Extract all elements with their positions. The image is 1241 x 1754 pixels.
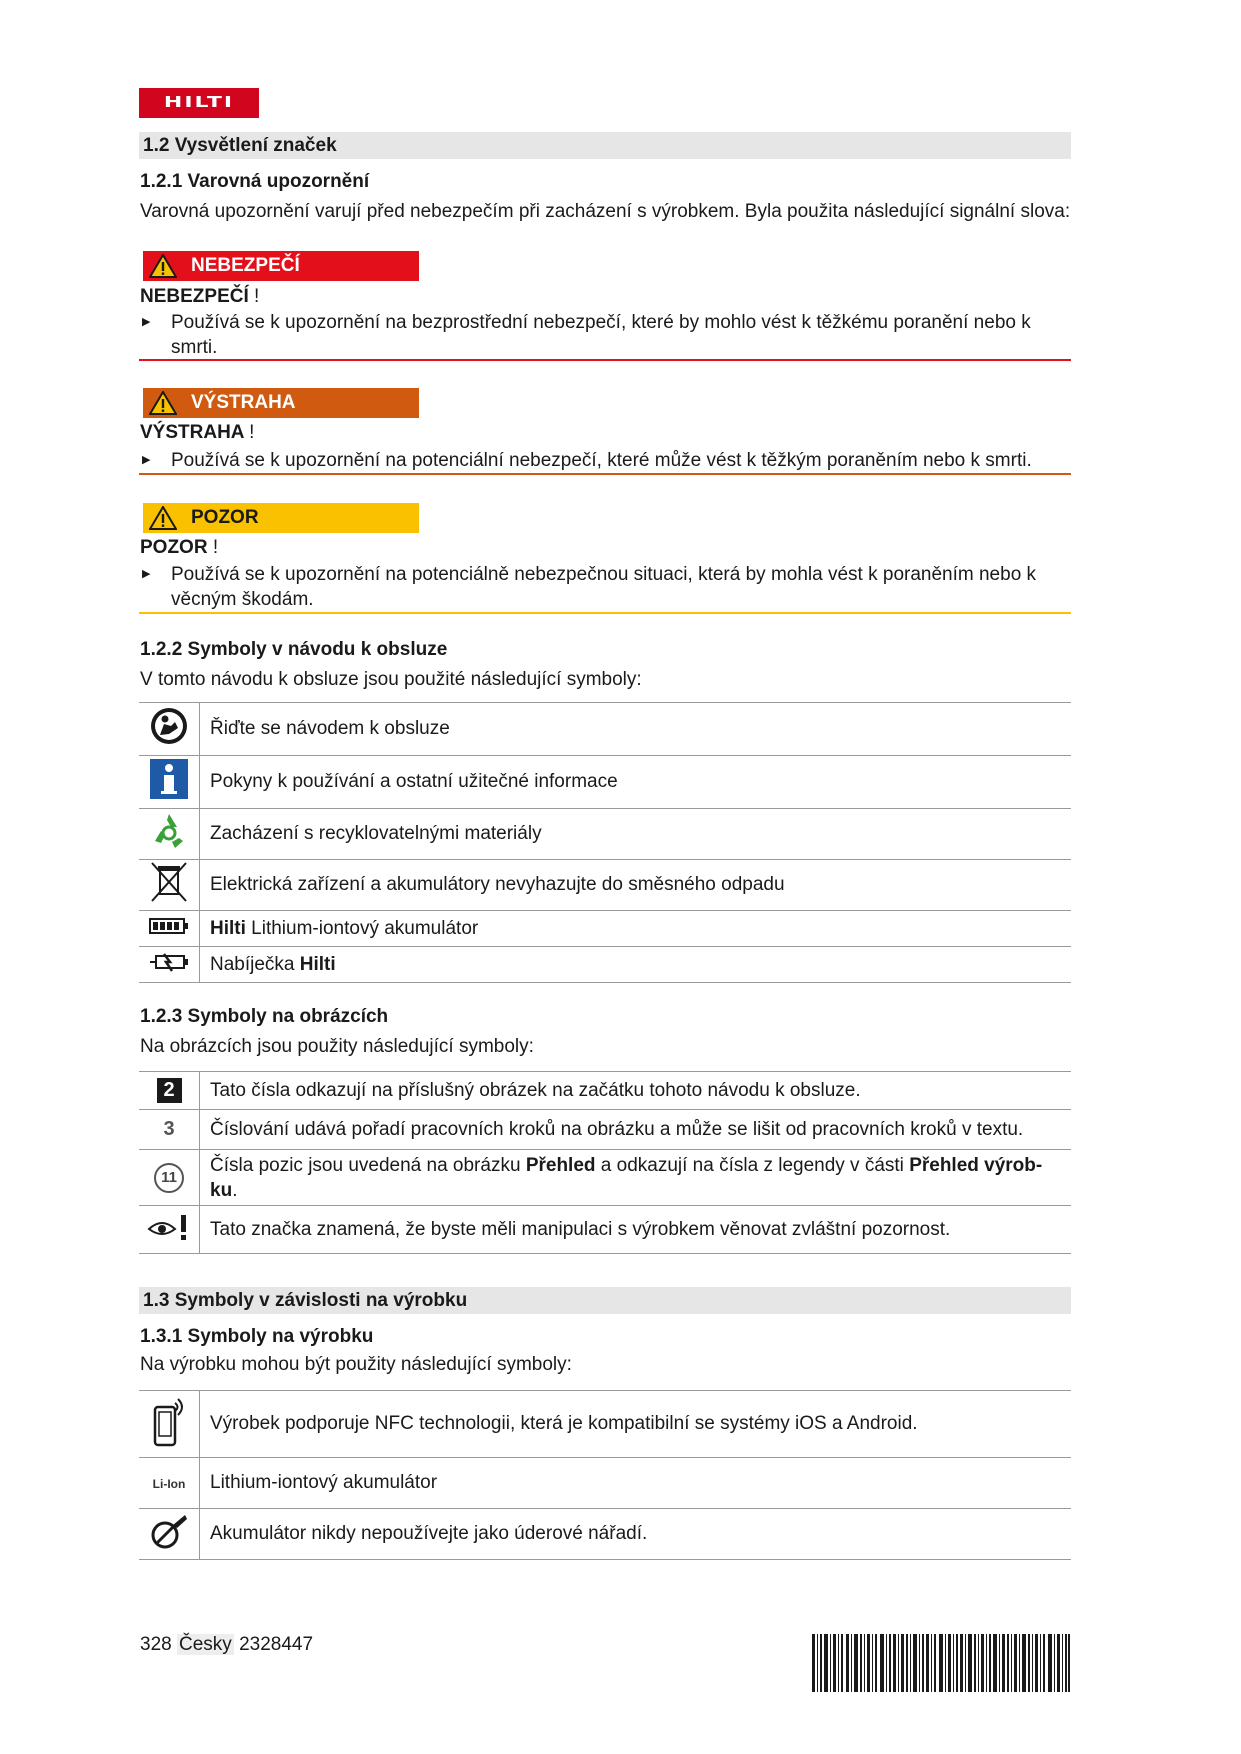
symbol-cell bbox=[139, 703, 200, 756]
intro-paragraph: V tomto návodu k obsluze jsou použité následující symboly: bbox=[140, 669, 642, 690]
caution-divider bbox=[139, 612, 1071, 614]
exclamation: ! bbox=[212, 537, 219, 558]
subsection-title-1-2-3: 1.2.3 Symboly na obrázcích bbox=[140, 1006, 389, 1027]
exclamation: ! bbox=[249, 422, 255, 443]
li-ion-icon: Li-Ion bbox=[152, 1477, 186, 1491]
figure-symbols-table bbox=[139, 1071, 1071, 1254]
symbol-text: . bbox=[232, 1179, 238, 1201]
document-number: 2328447 bbox=[239, 1634, 314, 1655]
table-row bbox=[139, 860, 1071, 911]
table-row bbox=[139, 947, 1071, 983]
signal-word: POZOR bbox=[140, 537, 208, 558]
subsection-title-1-2-1: 1.2.1 Varovná upozornění bbox=[140, 171, 370, 192]
symbol-cell bbox=[139, 911, 200, 947]
symbol-cell bbox=[139, 1509, 200, 1560]
emphasis-text: Přehled bbox=[525, 1154, 596, 1176]
warning-triangle-icon bbox=[149, 506, 177, 530]
intro-paragraph: Na výrobku mohou být použity následující symboly: bbox=[140, 1354, 572, 1375]
nfc-phone-icon bbox=[149, 1393, 189, 1449]
subsection-title-1-2-2: 1.2.2 Symboly v návodu k obsluze bbox=[140, 639, 448, 660]
section-header-1-3 bbox=[139, 1287, 1071, 1314]
symbol-text: Čísla pozic jsou uvedená na obrázku bbox=[210, 1154, 526, 1176]
warning-banner-label: VÝSTRAHA bbox=[191, 392, 296, 413]
table-row bbox=[139, 1509, 1071, 1560]
battery-icon bbox=[149, 917, 189, 935]
info-icon bbox=[150, 759, 188, 799]
symbol-description bbox=[200, 1150, 1072, 1206]
emphasis-text: Přehled výrob-ku bbox=[210, 1154, 1043, 1201]
symbol-description bbox=[200, 911, 1072, 947]
symbol-text: Lithium-iontový akumulátor bbox=[245, 917, 479, 939]
danger-bullet bbox=[140, 310, 1072, 360]
table-row bbox=[139, 911, 1071, 947]
warning-banner bbox=[143, 388, 419, 418]
symbol-description: Číslování udává pořadí pracovních kroků na obrázku a může se lišit od pracovních kroků v textu. bbox=[200, 1110, 1072, 1150]
read-manual-icon bbox=[149, 706, 189, 746]
symbol-cell bbox=[139, 756, 200, 809]
brand-name: Hilti bbox=[210, 917, 246, 939]
step-number-icon: 3 bbox=[163, 1118, 175, 1140]
barcode-icon bbox=[812, 1634, 1070, 1692]
warning-signal-word bbox=[140, 422, 254, 444]
page-number: 328 bbox=[140, 1634, 172, 1655]
symbol-cell bbox=[139, 1391, 200, 1458]
table-row bbox=[139, 1206, 1071, 1254]
danger-banner bbox=[143, 251, 419, 281]
symbol-description: Řiďte se návodem k obsluze bbox=[200, 703, 1072, 756]
symbol-description: Pokyny k používání a ostatní užitečné informace bbox=[200, 756, 1072, 809]
danger-banner-label: NEBEZPEČÍ bbox=[191, 255, 300, 276]
table-row bbox=[139, 1391, 1071, 1458]
hilti-logo: HILTI bbox=[139, 88, 259, 118]
warning-bullet bbox=[140, 448, 1072, 473]
intro-paragraph: Na obrázcích jsou použity následující symboly: bbox=[140, 1036, 534, 1057]
symbol-description: Lithium-iontový akumulátor bbox=[200, 1458, 1072, 1509]
page-footer bbox=[140, 1634, 313, 1656]
table-row bbox=[139, 1072, 1071, 1110]
symbol-description: Akumulátor nikdy nepoužívejte jako úderové nářadí. bbox=[200, 1509, 1072, 1560]
exclamation: ! bbox=[254, 286, 260, 307]
table-row bbox=[139, 1458, 1071, 1509]
symbol-cell bbox=[139, 1458, 200, 1509]
table-row bbox=[139, 756, 1071, 809]
bullet-text: Používá se k upozornění na potenciální nebezpečí, které může vést k těžkým poraněním nebo k smrti. bbox=[171, 450, 1032, 471]
recycling-icon bbox=[149, 811, 189, 851]
symbol-description: Výrobek podporuje NFC technologii, která je kompatibilní se systémy iOS a Android. bbox=[200, 1391, 1072, 1458]
symbol-description: Tato čísla odkazují na příslušný obrázek na začátku tohoto návodu k obsluze. bbox=[200, 1072, 1072, 1110]
symbol-cell bbox=[139, 947, 200, 983]
charger-icon bbox=[148, 951, 190, 973]
attention-eye-icon bbox=[147, 1213, 191, 1241]
brand-name: Hilti bbox=[299, 953, 336, 975]
danger-signal-word bbox=[140, 286, 259, 308]
manual-symbols-table bbox=[139, 702, 1071, 983]
bullet-triangle-icon: ▶ bbox=[142, 568, 151, 580]
symbol-cell bbox=[139, 1150, 200, 1206]
warning-divider bbox=[139, 473, 1071, 475]
symbol-text: Nabíječka bbox=[210, 953, 300, 975]
section-title: 1.3 Symboly v závislosti na výrobku bbox=[143, 1290, 468, 1311]
symbol-cell bbox=[139, 860, 200, 911]
symbol-description: Tato značka znamená, že byste měli manipulaci s výrobkem věnovat zvláštní pozornost. bbox=[200, 1206, 1072, 1254]
table-row bbox=[139, 1110, 1071, 1150]
caution-banner-label: POZOR bbox=[191, 507, 259, 528]
crossed-bin-icon bbox=[149, 860, 189, 904]
subsection-title-1-3-1: 1.3.1 Symboly na výrobku bbox=[140, 1326, 374, 1347]
signal-word: VÝSTRAHA bbox=[140, 422, 244, 443]
table-row bbox=[139, 809, 1071, 860]
symbol-text: a odkazují na čísla z legendy v části bbox=[595, 1154, 910, 1176]
warning-triangle-icon bbox=[149, 391, 177, 415]
bullet-text: Používá se k upozornění na bezprostřední nebezpečí, které by mohlo vést k těžkému poranění nebo k smrti. bbox=[171, 312, 1031, 358]
position-number-icon: 11 bbox=[154, 1163, 184, 1193]
bullet-triangle-icon: ▶ bbox=[142, 316, 151, 328]
caution-signal-word bbox=[140, 537, 218, 559]
table-row bbox=[139, 1150, 1071, 1206]
symbol-cell bbox=[139, 1072, 200, 1110]
no-hammer-icon bbox=[149, 1511, 189, 1551]
bullet-triangle-icon: ▶ bbox=[142, 454, 151, 466]
product-symbols-table bbox=[139, 1390, 1071, 1560]
intro-paragraph: Varovná upozornění varují před nebezpečím při zacházení s výrobkem. Byla použita následující signální slova: bbox=[140, 201, 1071, 222]
danger-divider bbox=[139, 359, 1071, 361]
symbol-description: Elektrická zařízení a akumulátory nevyhazujte do směsného odpadu bbox=[200, 860, 1072, 911]
symbol-cell bbox=[139, 1206, 200, 1254]
warning-triangle-icon bbox=[149, 254, 177, 278]
section-title: 1.2 Vysvětlení značek bbox=[143, 135, 337, 156]
language-label: Česky bbox=[178, 1634, 232, 1655]
signal-word: NEBEZPEČÍ bbox=[140, 286, 249, 307]
symbol-cell bbox=[139, 809, 200, 860]
caution-bullet bbox=[140, 562, 1072, 612]
bullet-text: Používá se k upozornění na potenciálně nebezpečnou situaci, která by mohla vést k poraněním nebo k věcným škodám. bbox=[171, 564, 1037, 610]
symbol-description: Zacházení s recyklovatelnými materiály bbox=[200, 809, 1072, 860]
symbol-cell bbox=[139, 1110, 200, 1150]
caution-banner bbox=[143, 503, 419, 533]
section-header-1-2 bbox=[139, 132, 1071, 159]
symbol-description bbox=[200, 947, 1072, 983]
number-box-icon: 2 bbox=[157, 1078, 182, 1103]
table-row bbox=[139, 703, 1071, 756]
